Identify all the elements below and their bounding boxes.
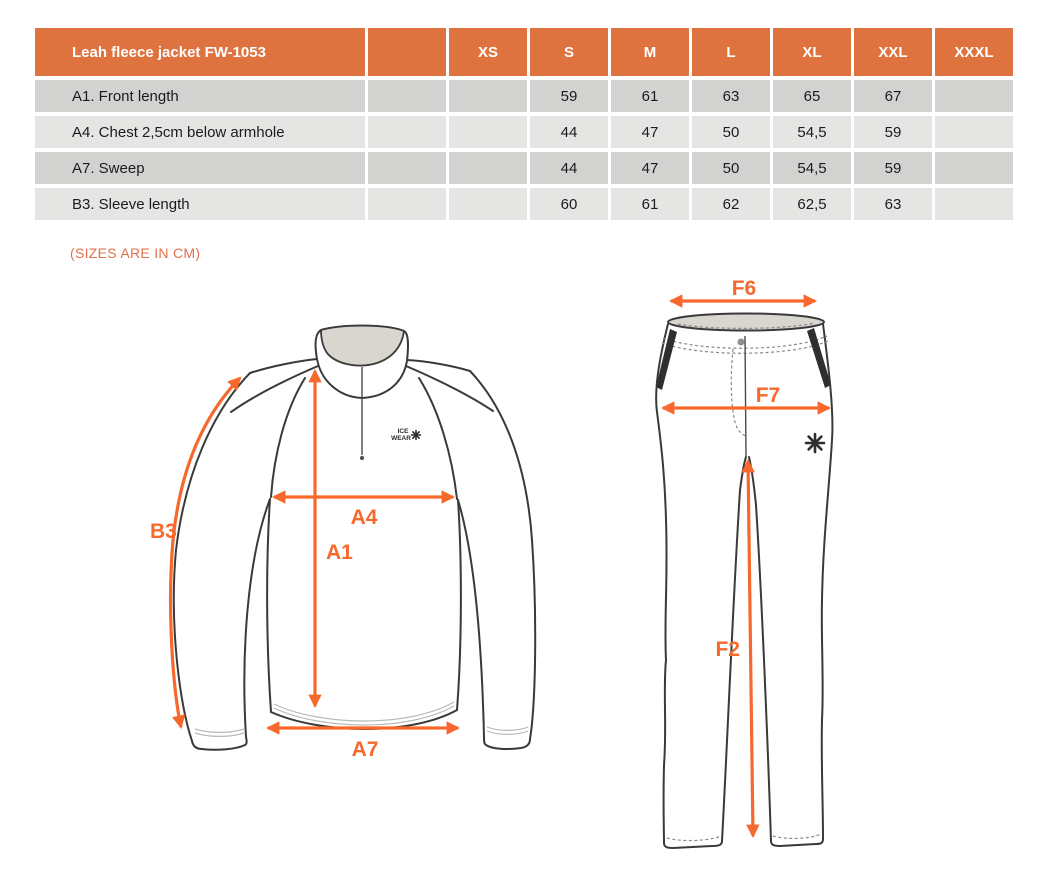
table-cell: 61 <box>611 188 689 220</box>
f7-measurement-arrow <box>663 384 829 408</box>
size-header-m: M <box>611 28 689 76</box>
table-cell: 44 <box>530 116 608 148</box>
table-cell: 63 <box>854 188 932 220</box>
table-cell: 63 <box>692 80 770 112</box>
table-cell: 50 <box>692 152 770 184</box>
collar <box>316 326 408 398</box>
size-header-xxxl: XXXL <box>935 28 1013 76</box>
f7-label: F7 <box>755 384 781 407</box>
f2-measurement-arrow <box>715 461 753 836</box>
a7-label: A7 <box>351 738 379 761</box>
table-cell: 62,5 <box>773 188 851 220</box>
zipper-pull <box>360 456 364 460</box>
table-cell: 54,5 <box>773 152 851 184</box>
table-cell: 60 <box>530 188 608 220</box>
size-header-xxl: XXL <box>854 28 932 76</box>
table-cell <box>935 188 1013 220</box>
table-cell <box>449 188 527 220</box>
table-cell <box>449 80 527 112</box>
snowflake-icon <box>412 431 421 440</box>
units-note: (SIZES ARE IN CM) <box>70 245 201 261</box>
table-cell <box>449 152 527 184</box>
size-header-s: S <box>530 28 608 76</box>
right-pocket <box>807 328 831 388</box>
table-cell <box>368 116 446 148</box>
waist-button <box>738 339 745 346</box>
table-cell: 50 <box>692 116 770 148</box>
table-title-cell: Leah fleece jacket FW-1053 <box>35 28 365 76</box>
table-cell: 59 <box>530 80 608 112</box>
row-label: A7. Sweep <box>35 152 365 184</box>
table-cell: 47 <box>611 152 689 184</box>
a1-measurement-arrow <box>315 371 353 706</box>
table-cell: 44 <box>530 152 608 184</box>
brand-logo <box>391 428 420 442</box>
row-label: B3. Sleeve length <box>35 188 365 220</box>
table-cell <box>368 188 446 220</box>
table-cell <box>449 116 527 148</box>
pants-outline <box>656 314 832 849</box>
size-header-xs: XS <box>449 28 527 76</box>
table-cell: 62 <box>692 188 770 220</box>
f6-measurement-arrow <box>671 277 815 301</box>
table-cell <box>935 80 1013 112</box>
size-header-l: L <box>692 28 770 76</box>
row-label: A1. Front length <box>35 80 365 112</box>
logo-text-line2: WEAR <box>391 435 411 442</box>
table-cell <box>368 80 446 112</box>
fly-seam <box>745 336 746 457</box>
table-cell: 65 <box>773 80 851 112</box>
b3-label: B3 <box>150 520 177 543</box>
table-cell: 54,5 <box>773 116 851 148</box>
table-cell <box>935 116 1013 148</box>
table-cell <box>368 152 446 184</box>
waistband <box>668 314 824 331</box>
b3-measurement-arrow <box>150 378 240 727</box>
row-label: A4. Chest 2,5cm below armhole <box>35 116 365 148</box>
pants-diagram <box>656 277 832 848</box>
a4-measurement-arrow <box>274 497 453 529</box>
table-cell: 59 <box>854 152 932 184</box>
f2-label: F2 <box>715 638 740 661</box>
left-pocket <box>656 329 677 390</box>
table-cell: 67 <box>854 80 932 112</box>
size-table <box>35 28 1013 220</box>
snowflake-icon <box>806 434 824 452</box>
table-cell: 59 <box>854 116 932 148</box>
size-header-blank <box>368 28 446 76</box>
table-cell: 47 <box>611 116 689 148</box>
a1-label: A1 <box>326 541 353 564</box>
a7-measurement-arrow <box>268 728 458 761</box>
collar-inner <box>321 326 404 366</box>
table-cell <box>935 152 1013 184</box>
jacket-diagram <box>150 326 535 761</box>
jacket-outline <box>174 326 535 750</box>
size-header-xl: XL <box>773 28 851 76</box>
logo-text-line1: ICE <box>397 428 409 435</box>
f6-label: F6 <box>731 277 757 300</box>
table-cell: 61 <box>611 80 689 112</box>
a4-label: A4 <box>350 506 378 529</box>
